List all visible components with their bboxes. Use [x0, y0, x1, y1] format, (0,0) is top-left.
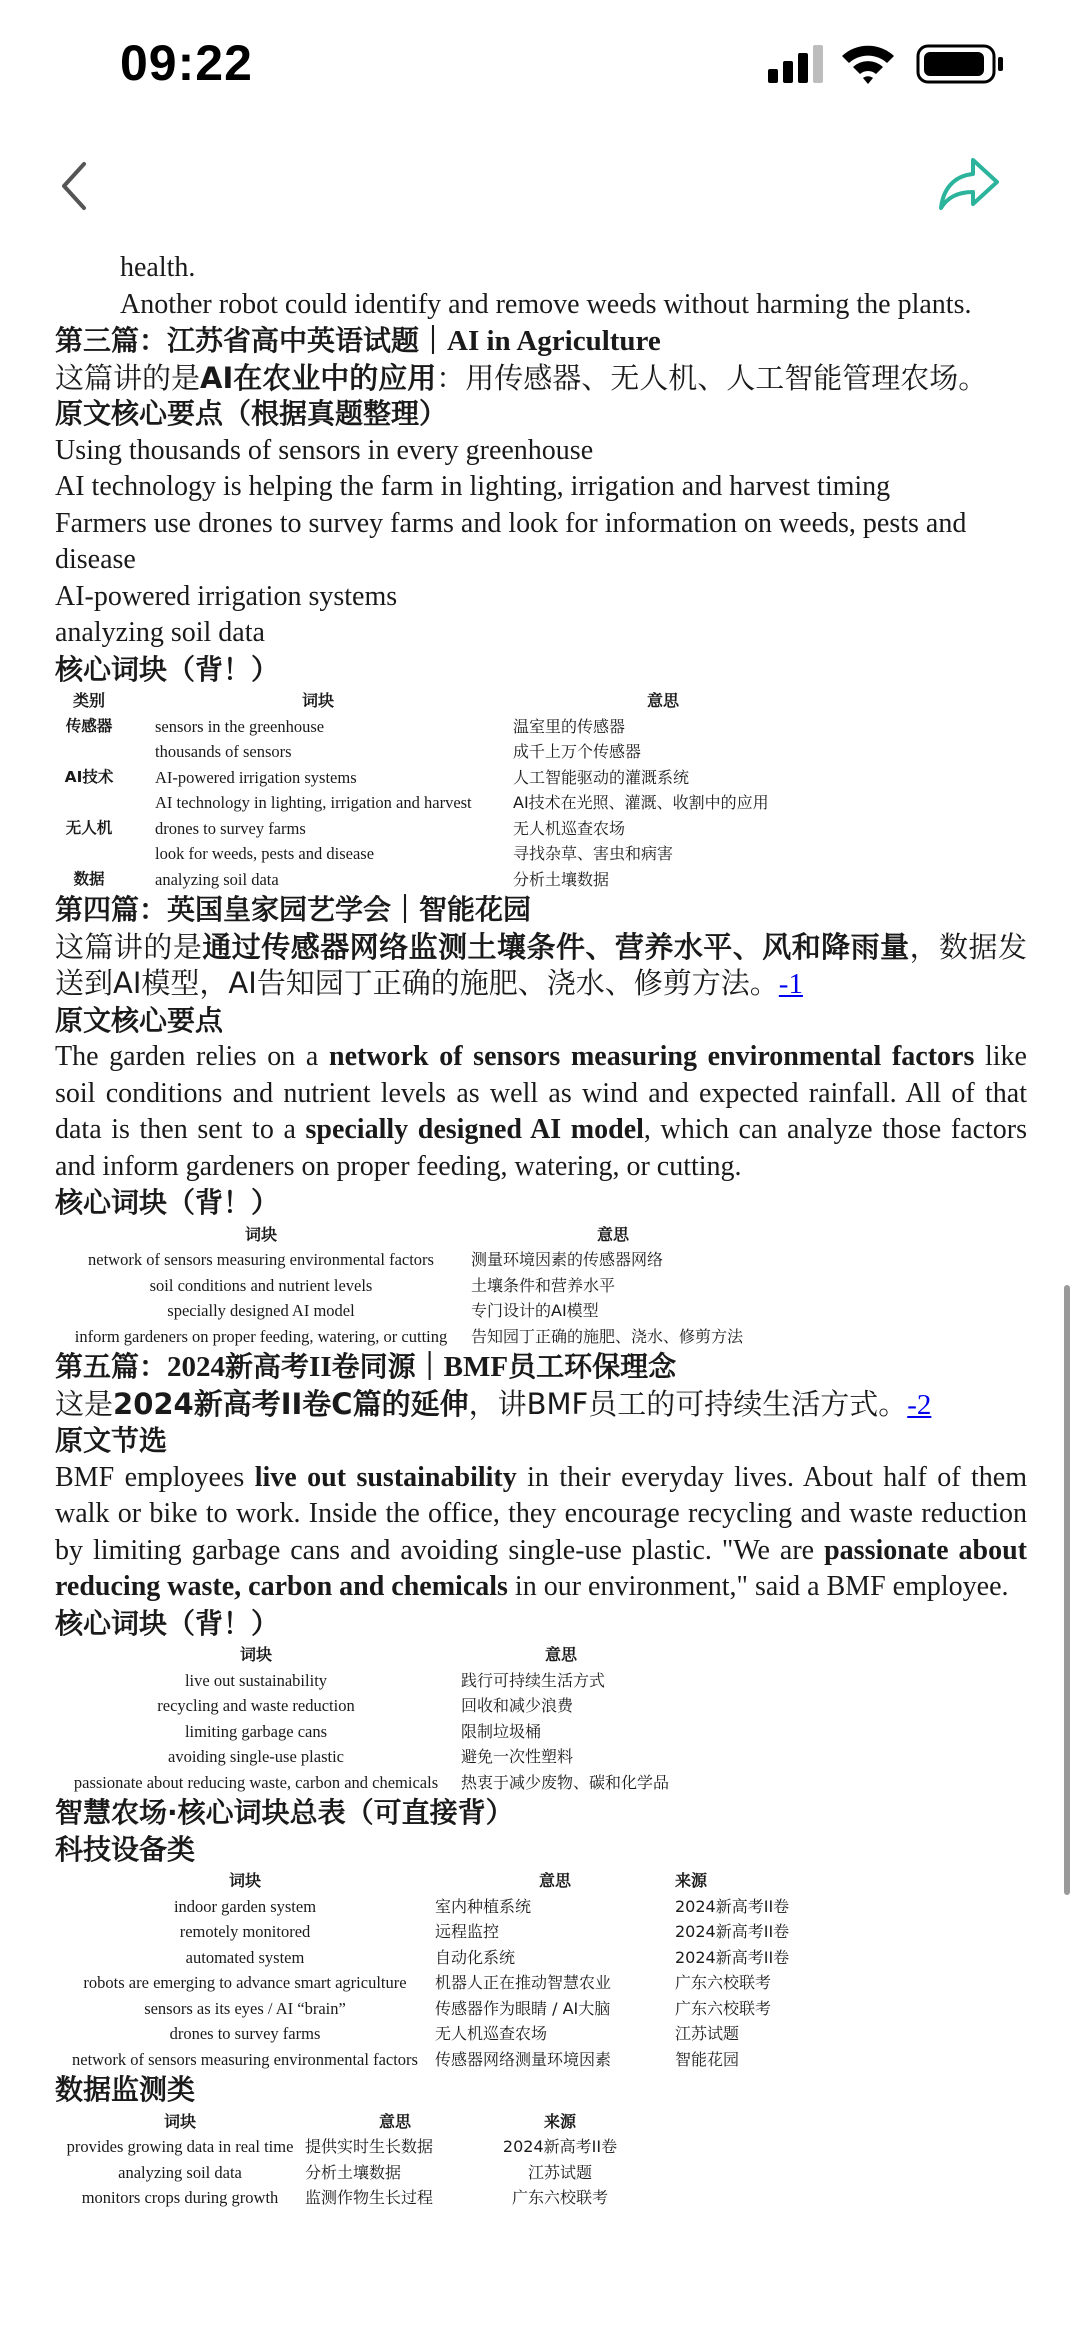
- meaning-cell: 传感器作为眼睛 / AI大脑: [435, 1998, 611, 2018]
- phrase-cell: monitors crops during growth: [81, 2188, 279, 2207]
- category-cell: 无人机: [65, 818, 113, 837]
- section-5-paragraph: [55, 1460, 1027, 1606]
- category-cell: [55, 841, 123, 867]
- meaning-cell: 测量环境因素的传感器网络: [471, 1250, 664, 1269]
- table-header-cell: 意思: [646, 691, 679, 710]
- category-cell: [55, 790, 123, 816]
- source-cell: 2024新高考II卷: [675, 1922, 790, 1941]
- desc-part: ，数据发送到AI模型，AI告知园丁正确的施肥、浇水、修剪方法。: [55, 929, 1027, 1000]
- table-header-cell: 意思: [378, 2111, 411, 2131]
- phrase-cell: sensors as its eyes / AI “brain”: [144, 1998, 346, 2018]
- point-item: AI-powered irrigation systems: [55, 580, 398, 612]
- meaning-cell: 成千上万个传感器: [513, 742, 642, 761]
- point-item: analyzing soil data: [55, 617, 265, 648]
- para-highlight: passionate about reducing waste, carbon and chemicals: [55, 1534, 1027, 1602]
- table-row: [55, 1273, 897, 1299]
- heading-part: 卷同源｜: [331, 1350, 444, 1383]
- article-content: [55, 250, 1027, 2336]
- phrase-cell: specially designed AI model: [167, 1301, 355, 1320]
- table-header-row: [55, 1222, 897, 1248]
- cellular-signal-icon: [768, 45, 824, 83]
- table-row: [55, 816, 813, 842]
- table-row: [55, 1770, 845, 1796]
- meaning-cell: 无人机巡查农场: [435, 2024, 548, 2043]
- table-row: [55, 2047, 825, 2073]
- table-header-row: [55, 688, 813, 714]
- phrase-cell: thousands of sensors: [155, 742, 292, 761]
- status-bar: [0, 0, 1080, 130]
- table-header-cell: 意思: [538, 1871, 571, 1890]
- desc-highlight: 通过传感器网络监测土壤条件、营养水平、风和降雨量: [202, 929, 910, 964]
- table-row: [55, 1719, 845, 1745]
- source-cell: 广东六校联考: [675, 1998, 772, 2018]
- section-5-description: [55, 1386, 1027, 1424]
- phrase-cell: network of sensors measuring environmental factors: [72, 2049, 418, 2069]
- section-3-heading-en: AI in Agriculture: [447, 325, 661, 357]
- meaning-cell: 回收和减少浪费: [461, 1696, 574, 1715]
- section-4-points-title: 原文核心要点: [55, 1003, 224, 1037]
- meaning-cell: 避免一次性塑料: [461, 1747, 574, 1766]
- data-vocab-table: [55, 2109, 635, 2211]
- meaning-cell: 专门设计的AI模型: [471, 1301, 599, 1320]
- meaning-cell: 远程监控: [435, 1922, 500, 1941]
- phrase-cell: limiting garbage cans: [184, 1721, 328, 1741]
- meaning-cell: 温室里的传感器: [513, 716, 626, 736]
- phrase-cell: robots are emerging to advance smart agriculture: [83, 1973, 407, 1992]
- table-header-cell: 来源: [543, 2111, 576, 2131]
- table-row: [55, 2134, 635, 2160]
- heading-part: BMF: [443, 1351, 509, 1383]
- phrase-cell: recycling and waste reduction: [157, 1696, 355, 1715]
- phrase-cell: remotely monitored: [179, 1922, 311, 1941]
- source-cell: 2024新高考II卷: [675, 1896, 790, 1916]
- phrase-cell: AI-powered irrigation systems: [155, 767, 357, 787]
- meaning-cell: 践行可持续生活方式: [461, 1670, 606, 1690]
- tech-category-title: 科技设备类: [55, 1832, 196, 1866]
- source-cell: 广东六校联考: [675, 1973, 772, 1992]
- table-row: [55, 739, 813, 765]
- point-item: AI technology is helping the farm in lighting, irrigation and harvest timing: [55, 471, 891, 502]
- table-header-row: [55, 1868, 825, 1894]
- meaning-cell: 自动化系统: [435, 1947, 516, 1967]
- phrase-cell: analyzing soil data: [118, 2162, 242, 2182]
- footnote-link-1[interactable]: -1: [778, 968, 803, 1000]
- table-row: [55, 714, 813, 740]
- meaning-cell: 室内种植系统: [435, 1896, 532, 1916]
- desc-part: 这篇讲的是: [55, 929, 203, 964]
- category-cell: 传感器: [65, 716, 113, 735]
- table-header-cell: 词块: [244, 1224, 277, 1244]
- section-4-paragraph: [55, 1039, 1027, 1185]
- source-cell: 广东六校联考: [511, 2188, 608, 2207]
- intro-line-2: Another robot could identify and remove weeds without harming the plants.: [120, 288, 972, 320]
- meaning-cell: 传感器网络测量环境因素: [435, 2049, 612, 2069]
- source-cell: 江苏试题: [527, 2162, 592, 2182]
- table-header-cell: 词块: [301, 691, 334, 710]
- desc-part: 这篇讲的是: [55, 360, 201, 395]
- phrase-cell: automated system: [185, 1947, 305, 1967]
- heading-part: 员工环保理念: [508, 1350, 677, 1383]
- table-row: [55, 841, 813, 867]
- share-arrow-icon: [935, 152, 1005, 216]
- table-header-cell: 词块: [163, 2111, 196, 2131]
- category-cell: AI技术: [64, 767, 114, 786]
- para-part: in their everyday lives. About half of them walk or bike to work. Inside the office, they encourage recycling and waste reduction by limiting garbage cans and avoiding single-use plastic. "We are: [55, 1461, 1027, 1566]
- phrase-cell: passionate about reducing waste, carbon and chemicals: [73, 1772, 439, 1792]
- nav-bar: [0, 130, 1080, 240]
- table-row: [55, 1693, 845, 1719]
- intro-line-1: health.: [120, 252, 196, 283]
- meaning-cell: 机器人正在推动智慧农业: [435, 1973, 612, 1992]
- meaning-cell: 分析土壤数据: [305, 2162, 402, 2182]
- scrollbar-thumb[interactable]: [1064, 1285, 1070, 1895]
- heading-part: II: [309, 1351, 332, 1383]
- heading-part: 新高考: [225, 1350, 310, 1383]
- phrase-cell: drones to survey farms: [169, 2024, 321, 2043]
- phrase-cell: inform gardeners on proper feeding, watering, or cutting: [74, 1326, 448, 1346]
- section-5-heading: [55, 1349, 1027, 1386]
- table-row: [55, 1970, 825, 1996]
- para-highlight: live out sustainability: [254, 1461, 517, 1493]
- desc-part: 这是: [55, 1386, 114, 1421]
- table-row: [55, 1744, 845, 1770]
- para-part: The garden relies on a: [55, 1041, 330, 1072]
- para-part: , which can analyze those factors and inform gardeners on proper feeding, watering, or cutting.: [55, 1114, 1027, 1182]
- source-cell: 2024新高考II卷: [502, 2137, 618, 2156]
- meaning-cell: 限制垃圾桶: [461, 1721, 542, 1741]
- para-highlight: specially designed AI model: [305, 1114, 644, 1145]
- section-3-description: [55, 360, 1027, 397]
- section-4-heading: 第四篇：英国皇家园艺学会｜智能花园: [55, 893, 532, 926]
- category-cell: [55, 739, 123, 765]
- meaning-cell: 无人机巡查农场: [513, 818, 626, 838]
- section-3-vocab-title: 核心词块（背！）: [55, 652, 280, 686]
- desc-highlight: 2024新高考II卷C篇的延伸: [113, 1386, 469, 1421]
- meaning-cell: 监测作物生长过程: [305, 2188, 434, 2207]
- table-header-cell: 来源: [675, 1871, 708, 1890]
- share-button[interactable]: [935, 152, 1005, 216]
- para-part: BMF employees: [55, 1461, 255, 1493]
- status-time: 09:22: [120, 35, 253, 91]
- table-row: [55, 1324, 897, 1350]
- para-highlight: network of sensors measuring environmental factors: [329, 1041, 975, 1072]
- meaning-cell: 分析土壤数据: [513, 869, 610, 889]
- heading-part: 2024: [167, 1351, 226, 1383]
- battery-icon: [916, 44, 1006, 84]
- heading-part: 第五篇：: [55, 1350, 168, 1383]
- source-cell: 江苏试题: [675, 2024, 740, 2043]
- table-row: [55, 2185, 635, 2211]
- section-3-vocab-table: [55, 688, 813, 892]
- phrase-cell: AI technology in lighting, irrigation and harvest: [155, 793, 472, 812]
- wifi-icon: [840, 42, 896, 84]
- meaning-cell: 土壤条件和营养水平: [471, 1275, 616, 1295]
- section-3-heading: [55, 323, 1027, 360]
- table-header-cell: 词块: [239, 1645, 272, 1664]
- table-row: [55, 867, 813, 893]
- table-row: [55, 1945, 825, 1971]
- point-item: Using thousands of sensors in every greenhouse: [55, 434, 594, 466]
- table-header-cell: 词块: [228, 1871, 261, 1890]
- section-5-excerpt-title: 原文节选: [55, 1424, 168, 1457]
- section-3-points-title: 原文核心要点（根据真题整理）: [55, 397, 448, 430]
- category-cell: 数据: [73, 869, 105, 888]
- chevron-left-icon: [46, 150, 106, 220]
- table-row: [55, 1996, 825, 2022]
- section-3-heading-cn: 第三篇：江苏省高中英语试题｜: [55, 324, 448, 357]
- point-item: Farmers use drones to survey farms and look for information on weeds, pests and disease: [55, 507, 967, 575]
- desc-part: ：用传感器、无人机、人工智能管理农场。: [436, 360, 988, 395]
- table-header-row: [55, 2109, 635, 2135]
- tech-vocab-table: [55, 1868, 825, 2072]
- phrase-cell: analyzing soil data: [155, 869, 279, 889]
- para-part: in our environment," said a BMF employee.: [507, 1571, 1009, 1602]
- table-row: [55, 1919, 825, 1945]
- section-5-vocab-title: 核心词块（背！）: [55, 1606, 280, 1640]
- phrase-cell: live out sustainability: [184, 1670, 328, 1690]
- section-5-vocab-table: [55, 1642, 845, 1795]
- phrase-cell: sensors in the greenhouse: [155, 716, 325, 736]
- table-row: [55, 1247, 897, 1273]
- phrase-cell: provides growing data in real time: [66, 2137, 294, 2156]
- table-row: [55, 2160, 635, 2186]
- meaning-cell: 提供实时生长数据: [305, 2137, 434, 2156]
- phrase-cell: drones to survey farms: [155, 818, 306, 838]
- para-part: like soil conditions and nutrient levels as well as wind and expected rainfall. All of that data is then sent to a: [55, 1041, 1027, 1145]
- table-row: [55, 765, 813, 791]
- table-row: [55, 1298, 897, 1324]
- phrase-cell: look for weeds, pests and disease: [155, 844, 375, 863]
- data-category-title: 数据监测类: [55, 2073, 196, 2106]
- phrase-cell: indoor garden system: [173, 1896, 317, 1916]
- section-4-vocab-title: 核心词块（背！）: [55, 1186, 280, 1219]
- back-button[interactable]: [46, 150, 106, 220]
- source-cell: 2024新高考II卷: [675, 1947, 790, 1967]
- table-header-cell: 类别: [72, 691, 105, 710]
- source-cell: 智能花园: [675, 2049, 740, 2069]
- meaning-cell: AI技术在光照、灌溉、收割中的应用: [513, 793, 769, 812]
- section-4-vocab-table: [55, 1222, 897, 1350]
- meaning-cell: 告知园丁正确的施肥、浇水、修剪方法: [471, 1326, 744, 1346]
- meaning-cell: 人工智能驱动的灌溉系统: [513, 767, 690, 787]
- section-4-description: [55, 929, 1027, 1003]
- table-header-row: [55, 1642, 845, 1668]
- summary-title: 智慧农场·核心词块总表（可直接背）: [55, 1796, 514, 1829]
- table-row: [55, 2021, 825, 2047]
- phrase-cell: network of sensors measuring environmental factors: [88, 1250, 434, 1269]
- status-icons: [768, 40, 1008, 90]
- table-row: [55, 1894, 825, 1920]
- desc-part: ，讲BMF员工的可持续生活方式。: [468, 1386, 908, 1421]
- phrase-cell: avoiding single-use plastic: [168, 1747, 344, 1766]
- meaning-cell: 寻找杂草、害虫和病害: [513, 844, 674, 863]
- footnote-link-2[interactable]: -2: [907, 1388, 932, 1421]
- table-header-cell: 意思: [545, 1645, 578, 1664]
- desc-highlight: AI在农业中的应用: [200, 360, 437, 395]
- table-row: [55, 790, 813, 816]
- table-header-cell: 意思: [597, 1224, 630, 1244]
- meaning-cell: 热衷于减少废物、碳和化学品: [461, 1772, 670, 1792]
- table-row: [55, 1668, 845, 1694]
- phrase-cell: soil conditions and nutrient levels: [149, 1275, 373, 1295]
